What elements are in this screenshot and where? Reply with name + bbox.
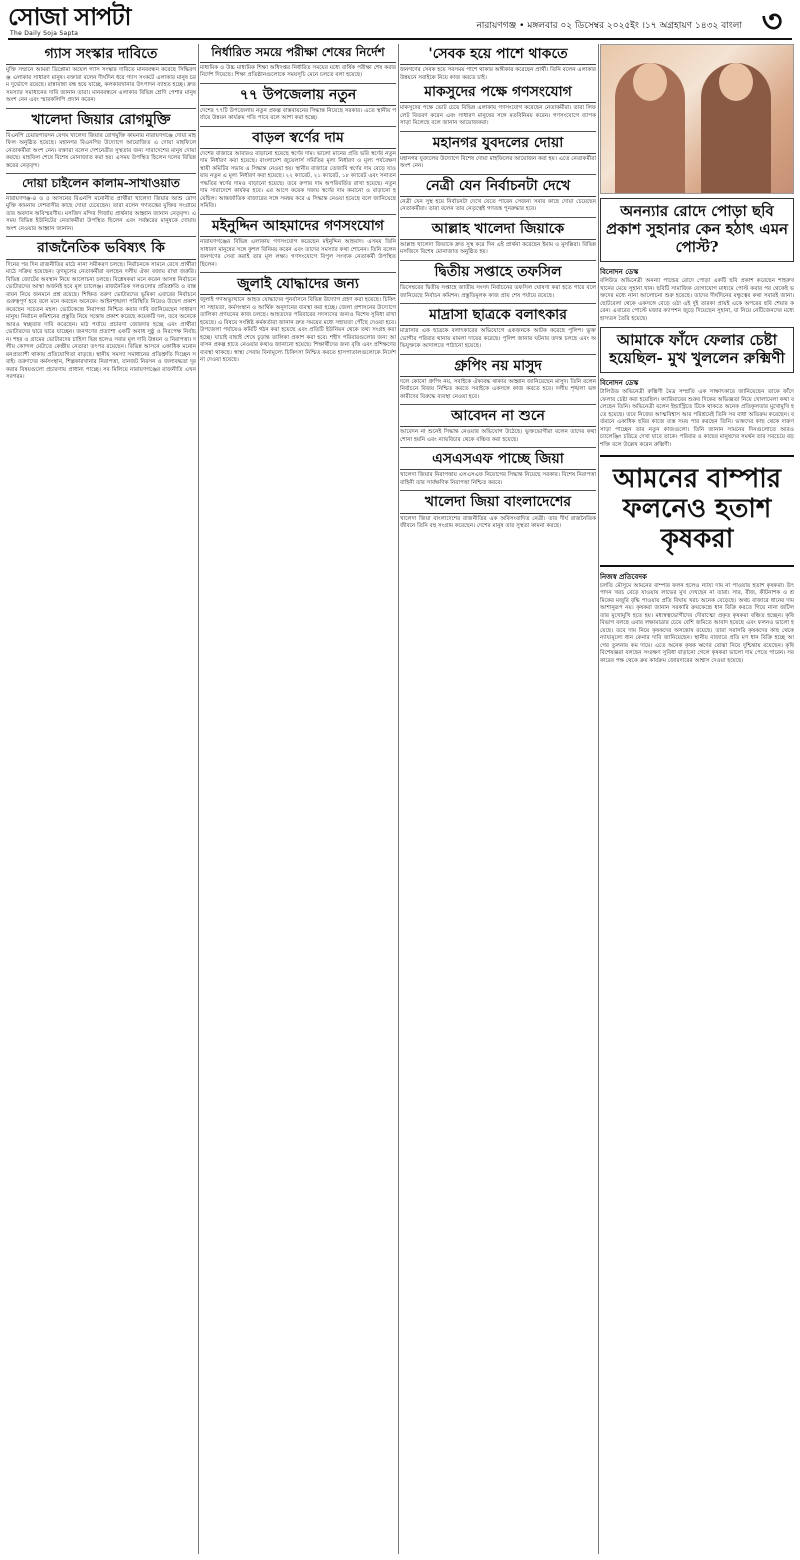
feature-headline-box (600, 327, 794, 373)
divider (6, 173, 196, 174)
article-headline: অনন্যার রোদে পোড়া ছবি প্রকাশ সুহানার কেন হঠাৎ এমন পোস্ট? (606, 202, 788, 256)
article-body: বিএনপি চেয়ারপারসন বেগম খালেদা জিয়ার রোগমুক্তি কামনায় নারায়ণগঞ্জে দোয়া মাহফিল অনুষ্ঠিত হয়েছে। মহানগর বিএনপির উদ্যোগে আয়োজিত এ দোয়া মাহফিলে নেতাকর্মীরা অংশ নেন। বক্তারা বলেন দেশনেত্রীর সুস্থতার জন্য সারাদেশের মানুষ দোয়া করছে। মাহফিল শেষে বিশেষ মোনাজাত করা হয়। এসময় উপস্থিত ছিলেন দলের বিভিন্ন স্তরের নেতৃবৃন্দ। (6, 132, 196, 169)
newspaper-logo: সোজা সাপটা (8, 2, 131, 31)
divider (400, 131, 596, 132)
divider (400, 354, 596, 355)
article-headline: আমাকে ফাঁদে ফেলার চেষ্টা হয়েছিল- মুখ খুললেন রুক্মিণী (609, 331, 785, 367)
byline: বিনোদন ডেস্ক (600, 379, 639, 387)
lead-headline-box (600, 455, 794, 567)
article-body: আবেদন না শুনেই সিদ্ধান্ত নেওয়ার অভিযোগ উঠেছে। ভুক্তভোগীরা বলেন তাদের কথা শোনা হয়নি এবং ন্যায়বিচার থেকে বঞ্চিত করা হয়েছে। (400, 429, 596, 443)
article-body: জুলাই গণঅভ্যুত্থানে আহত যোদ্ধাদের পুনর্বাসনে বিভিন্ন উদ্যোগ গ্রহণ করা হয়েছে। চিকিৎসা সহায়তা, কর্মসংস্থান ও আর্থিক অনুদানের ব্যবস্থা করা হচ্ছে। জেলা প্রশাসনের উদ্যোগে তালিকা প্রণয়নের কাজ চলছে। আহতদের পরিবারের সদস্যদের জন্যও বিশেষ সুবিধা রাখা হয়েছে। এ বিষয়ে সংশ্লিষ্ট কর্মকর্তারা জানান দ্রুত সময়ের মধ্যে সহায়তা পৌঁছে দেওয়া হবে। উপজেলা পর্যায়েও কমিটি গঠন করা হয়েছে এবং প্রতিটি ইউনিয়ন থেকে তথ্য সংগ্রহ করা হচ্ছে। যাচাই বাছাই শেষে চূড়ান্ত তালিকা প্রকাশ করা হবে। শহীদ পরিবারগুলোর জন্য আবাসন প্রকল্প হাতে নেওয়ার কথাও জানানো হয়েছে। শিক্ষার্থীদের জন্য বৃত্তি এবং প্রশিক্ষণের ব্যবস্থা থাকছে। স্বাস্থ্য সেবায় বিনামূল্যে চিকিৎসা নিশ্চিত করতে হাসপাতালগুলোকে নির্দেশনা দেওয়া হয়েছে। (200, 297, 396, 364)
article-headline: খালেদা জিয়া বাংলাদেশের (400, 494, 596, 513)
divider (400, 447, 596, 448)
article-body: নেত্রী যেন সুস্থ হয়ে নির্বাচনটা দেখে যেতে পারেন সেজন্য সবার কাছে দোয়া চেয়েছেন নেতাকর্মীরা। তারা বলেন তার নেতৃত্বেই গণতন্ত্র পুনরুদ্ধার হবে। (400, 198, 596, 213)
divider (200, 214, 396, 215)
newspaper-tagline: The Daily Soja Sapta (10, 30, 79, 37)
article-body: মাকসুদের পক্ষে ভোট চেয়ে বিভিন্ন এলাকায় গণসংযোগ করেছেন নেতাকর্মীরা। তারা লিফলেট বিতরণ করেন এবং সাধারণ মানুষের সঙ্গে মতবিনিময় করেন। গণসংযোগে ব্যাপক সাড়া মিলেছে বলে জানান আয়োজকরা। (400, 105, 596, 127)
article-body: মাদ্রাসার এক ছাত্রকে বলাৎকারের অভিযোগে একজনকে আটক করেছে পুলিশ। ভুক্তভোগীর পরিবার থানায় মামলা দায়ের করেছে। পুলিশ জানায় ঘটনার তদন্ত চলছে এবং অভিযুক্তকে আদালতে পাঠানো হয়েছে। (400, 328, 596, 350)
article-body: আল্লাহ খালেদা জিয়াকে দ্রুত সুস্থ করে দিন এই প্রার্থনা করেছেন ইমাম ও মুসল্লিরা। বিভিন্ন মসজিদে বিশেষ মোনাজাত অনুষ্ঠিত হয়। (400, 241, 596, 256)
article-body: মাধ্যমিক ও উচ্চ মাধ্যমিক শিক্ষা অধিদপ্তর নির্ধারিত সময়ের মধ্যে বার্ষিক পরীক্ষা শেষ করার নির্দেশ দিয়েছে। শিক্ষা প্রতিষ্ঠানগুলোকে সময়সূচি মেনে চলতে বলা হয়েছে। (200, 64, 396, 79)
article-headline: এসএসএফ পাচ্ছে জিয়া (400, 451, 596, 470)
divider (400, 260, 596, 261)
byline: নিজস্ব প্রতিবেদক (600, 572, 647, 581)
column-2 (200, 44, 396, 1554)
column-rule (398, 44, 399, 1554)
column-3 (400, 44, 596, 1554)
article-headline: মহানগর যুবদলের দোয়া (400, 135, 596, 154)
divider (400, 174, 596, 175)
divider (400, 404, 596, 405)
article-body: টালিউড অভিনেত্রী রুক্মিণী মৈত্র সম্প্রতি এক সাক্ষাৎকারে জানিয়েছেন তাকে ফাঁদে ফেলার চেষ্টা করা হয়েছিল। ক্যারিয়ারের শুরুর দিকের অভিজ্ঞতা নিয়ে খোলামেলা কথা বলেছেন তিনি। অভিনেত্রী বলেন ইন্ডাস্ট্রিতে টিকে থাকতে অনেক প্রতিকূলতার মুখোমুখি হতে হয়েছে। তবে নিজের আত্মবিশ্বাস আর পরিশ্রমেই তিনি সব বাধা অতিক্রম করেছেন। বর্তমানে একাধিক ছবির কাজে ব্যস্ত সময় পার করছেন তিনি। ভক্তদের কাছ থেকে দারুণ সাড়া পাচ্ছেন তার নতুন কাজগুলো। তিনি জানান সামনের দিনগুলোতে আরও চ্যালেঞ্জিং চরিত্রে দেখা যাবে তাকে। পরিবার ও কাছের মানুষদের সমর্থন তার সবচেয়ে বড় শক্তি বলে উল্লেখ করেন রুক্মিণী। (600, 389, 794, 448)
article-body: চলতি মৌসুমে আমনের বাম্পার ফলন হলেও ন্যায্য দাম না পাওয়ায় হতাশ কৃষকরা। উৎপাদন খরচ বেড়ে যাওয়ায় লাভের মুখ দেখছেন না তারা। সার, বীজ, কীটনাশক ও শ্রমিকের মজুরি বৃদ্ধি পাওয়ায় প্রতি বিঘায় খরচ অনেক বেড়েছে। অথচ বাজারে ধানের দাম আশানুরূপ নয়। কৃষকরা জানান সরকারি ক্রয়কেন্দ্রে ধান বিক্রি করতে গিয়ে নানা জটিলতার মুখোমুখি হতে হয়। মধ্যস্বত্বভোগীদের দৌরাত্ম্যে প্রকৃত কৃষকরা বঞ্চিত হচ্ছেন। কৃষি বিভাগ বলছে এবার লক্ষ্যমাত্রার চেয়ে বেশি জমিতে আবাদ হয়েছে এবং ফলনও ভালো হয়েছে। তবে দাম নিয়ে কৃষকদের অসন্তোষ রয়েছে। তারা সরাসরি কৃষকদের কাছ থেকে ন্যায্যমূল্যে ধান কেনার দাবি জানিয়েছেন। স্থানীয় বাজারে প্রতি মণ ধান বিক্রি হচ্ছে আগের তুলনায় কম দামে। এতে অনেক কৃষক ঋণের বোঝা নিয়ে দুশ্চিন্তায় রয়েছেন। কৃষি বিশেষজ্ঞরা বলছেন সংরক্ষণ সুবিধা বাড়ানো গেলে কৃষকরা ভালো দাম পেতে পারেন। সরকারের পক্ষ থেকে ক্রয় কার্যক্রম জোরদারের আশ্বাস দেওয়া হয়েছে। (600, 582, 794, 664)
article-body: দলে কোনো গ্রুপিং নয়, সবাইকে ঐক্যবদ্ধ থাকার আহ্বান জানিয়েছেন মাসুদ। তিনি বলেন নির্বাচনে বিজয় নিশ্চিত করতে সবাইকে একসঙ্গে কাজ করতে হবে। দলীয় শৃঙ্খলা ভঙ্গকারীদের বিরুদ্ধে ব্যবস্থা নেওয়া হবে। (400, 378, 596, 400)
feature-headline-box (600, 198, 794, 262)
article-headline: আবেদন না শুনে (400, 408, 596, 427)
divider (200, 83, 396, 84)
article-headline: দ্বিতীয় সপ্তাহে তফসিল (400, 264, 596, 283)
divider (6, 108, 196, 109)
article-body: মুক্তি সম্মানে আমরা ডিপ্লোমা অয়েল গ্যাস সংস্কার দাবিতে মানববন্ধন করেছে সিদ্ধিরগঞ্জ এলাকার সাধারণ মানুষ। বক্তারা বলেন দীর্ঘদিন ধরে গ্যাস সংকটে এলাকার মানুষ চরম দুর্ভোগে রয়েছে। রান্নাবান্না বন্ধ হয়ে যাচ্ছে, কলকারখানার উৎপাদন ব্যাহত হচ্ছে। দ্রুত সমস্যার সমাধানের দাবি জানান তারা। মানববন্ধনে এলাকার বিভিন্ন শ্রেণি পেশার মানুষ অংশ নেন এবং স্মারকলিপি প্রদান করেন। (6, 67, 196, 104)
article-body: জনগণের সেবক হয়ে সবসময় পাশে থাকার অঙ্গীকার করেছেন প্রার্থী। তিনি বলেন এলাকার উন্নয়নে সবাইকে নিয়ে কাজ করতে চাই। (400, 67, 596, 81)
article-body: দেশের বাজারে আবারও বাড়ানো হয়েছে স্বর্ণের দাম। ভালো মানের প্রতি ভরি স্বর্ণের নতুন দাম নির্ধারণ করা হয়েছে। বাংলাদেশ জুয়েলার্স সমিতির মূল্য নির্ধারণ ও মূল্য পর্যবেক্ষণ স্থায়ী কমিটির সভায় এ সিদ্ধান্ত নেওয়া হয়। স্থানীয় বাজারে তেজাবি স্বর্ণের দাম বেড়ে যাওয়ায় নতুন এ মূল্য নির্ধারণ করা হয়েছে। ২২ ক্যারেট, ২১ ক্যারেট, ১৮ ক্যারেট এবং সনাতন পদ্ধতির স্বর্ণের দামও বাড়ানো হয়েছে। তবে রুপার দাম অপরিবর্তিত রাখা হয়েছে। নতুন দাম সারাদেশে কার্যকর হবে। এর আগে কয়েক দফায় স্বর্ণের দাম কমানো ও বাড়ানো হয়েছিল। আন্তর্জাতিক বাজারের সঙ্গে সমন্বয় করে এ সিদ্ধান্ত নেওয়া হয়েছে বলে জানিয়েছে সমিতি। (200, 150, 396, 210)
article-body: বলিউড অভিনেত্রী অনন্যা পান্ডের রোদে পোড়া একটি ছবি প্রকাশ করেছেন শাহরুখ খানের মেয়ে সুহানা খান। ছবিটি সামাজিক যোগাযোগ মাধ্যমে পোস্ট করার পর থেকেই ভক্তদের মধ্যে নানা আলোচনা শুরু হয়েছে। তাদের দীর্ঘদিনের বন্ধুত্বের কথা সবারই জানা। ছোটবেলা থেকে একসঙ্গে বেড়ে ওঠা এই দুই তারকা প্রায়ই একে অপরের ছবি শেয়ার করেন। এবারের পোস্টে মজার ক্যাপশন জুড়ে দিয়েছেন সুহানা, যা নিয়ে নেটিজেনদের মধ্যে হাস্যরস তৈরি হয়েছে। (600, 278, 794, 322)
column-rule (198, 44, 199, 1554)
article-body: নারায়ণগঞ্জের বিভিন্ন এলাকায় গণসংযোগ করেছেন মইনুদ্দিন আহমাদ। এসময় তিনি সাধারণ মানুষের সঙ্গে কুশল বিনিময় করেন এবং তাদের সমস্যার কথা শোনেন। তিনি বলেন জনগণের সেবা করাই তার মূল লক্ষ্য। গণসংযোগে বিপুল সংখ্যক নেতাকর্মী উপস্থিত ছিলেন। (200, 239, 396, 268)
article-body: দিনের পর দিন রাজনীতির মাঠে নানা সমীকরণ চলছে। নির্বাচনকে সামনে রেখে প্রার্থীরা মাঠে সক্রিয় হয়েছেন। তৃণমূলের নেতাকর্মীরা বলছেন দলীয় ঐক্য বজায় রাখা জরুরি। বিভিন্ন জোটের অবস্থান নিয়ে আলোচনা চলছে। বিশ্লেষকরা মনে করেন আসন্ন নির্বাচনে ভোটারদের আস্থা অর্জনই হবে মূল চ্যালেঞ্জ। রাজনৈতিক দলগুলোর প্রতিশ্রুতি ও বাস্তবায়ন নিয়ে জনমনে প্রশ্ন রয়েছে। শিক্ষিত তরুণ ভোটারদের ভূমিকা এবারের নির্বাচনে গুরুত্বপূর্ণ হবে বলে মনে করছেন অনেকে। আইনশৃঙ্খলা পরিস্থিতি নিয়েও উদ্বেগ প্রকাশ করেছেন সচেতন মহল। ভোটকেন্দ্রে নিরাপত্তা নিশ্চিত করার দাবি জানিয়েছেন সাধারণ মানুষ। নির্বাচন কমিশনের প্রস্তুতি নিয়ে সন্তোষ প্রকাশ করেছে কয়েকটি দল, তবে অনেকে আরও স্বচ্ছতার দাবি করেছেন। মাঠ পর্যায়ে প্রচারণা জোরদার হচ্ছে এবং প্রার্থীরা ভোটারদের দ্বারে দ্বারে যাচ্ছেন। জনগণের প্রত্যাশা একটি অবাধ সুষ্ঠু ও নিরপেক্ষ নির্বাচন। শহর ও গ্রামের ভোটারদের চাহিদা ভিন্ন হলেও সবার মূল দাবি উন্নয়ন ও নিরাপত্তা। দলীয় কোন্দল মেটাতে কেন্দ্রীয় নেতারা তৎপর রয়েছেন। বিভিন্ন আসনে একাধিক মনোনয়নপ্রত্যাশী থাকায় প্রতিযোগিতা বাড়ছে। স্থানীয় সমস্যা সমাধানের প্রতিশ্রুতি দিচ্ছেন সবাই। তরুণদের কর্মসংস্থান, শিল্পকারখানার নিরাপত্তা, যানজট নিরসন ও জলাবদ্ধতা দূর করার বিষয়গুলো প্রচারণায় প্রাধান্য পাচ্ছে। সব মিলিয়ে নারায়ণগঞ্জের রাজনীতি এখন সরগরম। (6, 261, 196, 381)
divider (400, 490, 596, 491)
article-headline: দোয়া চাইলেন কালাম-সাখাওয়াত (6, 177, 196, 194)
article-headline: রাজনৈতিক ভবিষ্যৎ কি (6, 240, 196, 259)
article-headline: নেত্রী যেন নির্বাচনটা দেখে (400, 178, 596, 197)
article-headline: মাদ্রাসা ছাত্রকে বলাৎকার (400, 307, 596, 326)
divider (400, 303, 596, 304)
article-headline: ৭৭ উপজেলায় নতুন (200, 87, 396, 106)
column-4 (600, 44, 794, 1554)
person-head-icon (633, 63, 667, 101)
celebrity-photo (600, 44, 794, 194)
article-body: ডিসেম্বরের দ্বিতীয় সপ্তাহে জাতীয় সংসদ নির্বাচনের তফসিল ঘোষণা করা হতে পারে বলে জানিয়েছে নির্বাচন কমিশন। প্রস্তুতিমূলক কাজ প্রায় শেষ পর্যায়ে রয়েছে। (400, 285, 596, 299)
article-body: নারায়ণগঞ্জ-৪ ও ৫ আসনের বিএনপি মনোনীত প্রার্থীরা খালেদা জিয়ার আশু রোগমুক্তি কামনায় দেশবাসীর কাছে দোয়া চেয়েছেন। তারা বলেন গণতন্ত্রের মুক্তির সংগ্রামে তার অবদান অবিস্মরণীয়। মসজিদ মন্দির গির্জায় প্রার্থনার আহ্বান জানান নেতৃবৃন্দ। এসময় বিভিন্ন ইউনিটের নেতাকর্মীরা উপস্থিত ছিলেন এবং সর্বস্তরের মানুষকে দোয়ায় অংশ নেওয়ার আহ্বান জানান। (6, 195, 196, 232)
column-1 (6, 44, 196, 1554)
person-head-icon (719, 63, 753, 101)
masthead (8, 4, 792, 40)
article-headline: মাকসুদের পক্ষে গণসংযোগ (400, 84, 596, 103)
divider (6, 236, 196, 237)
article-headline: বাড়ল স্বর্ণের দাম (200, 130, 396, 149)
page-number: ৩ (761, 2, 783, 40)
article-body: মহানগর যুবদলের উদ্যোগে বিশেষ দোয়া মাহফিলের আয়োজন করা হয়। এতে নেতাকর্মীরা অংশ নেন। (400, 155, 596, 170)
article-headline: জুলাই যোদ্ধাদের জন্য (200, 276, 396, 295)
divider (200, 272, 396, 273)
article-body: খালেদা জিয়া বাংলাদেশের রাজনীতির এক অবিসংবাদিত নেত্রী। তার দীর্ঘ রাজনৈতিক জীবনে তিনি বহু সংগ্রাম করেছেন। দেশের মানুষ তার সুস্থতা কামনা করছে। (400, 515, 596, 530)
article-headline: গ্রুপিং নয় মাসুদ (400, 358, 596, 377)
article-headline: আল্লাহ খালেদা জিয়াকে (400, 221, 596, 240)
article-headline: খালেদা জিয়ার রোগমুক্তি (6, 112, 196, 131)
article-body: খালেদা জিয়ার নিরাপত্তায় এসএসএফ নিয়োগের সিদ্ধান্ত নিয়েছে সরকার। বিশেষ নিরাপত্তা বাহিনী তার সার্বক্ষণিক নিরাপত্তা নিশ্চিত করবে। (400, 472, 596, 486)
byline: বিনোদন ডেস্ক (600, 268, 639, 276)
article-body: দেশের ৭৭টি উপজেলায় নতুন প্রকল্প বাস্তবায়নের সিদ্ধান্ত নিয়েছে সরকার। এতে স্থানীয় পর্যায়ে উন্নয়ন কার্যক্রম গতি পাবে বলে আশা করা হচ্ছে। (200, 107, 396, 122)
column-rule (598, 44, 599, 1554)
divider (200, 126, 396, 127)
article-headline: আমনের বাম্পার ফলনেও হতাশ কৃষকরা (612, 464, 782, 554)
article-headline: 'সেবক হয়ে পাশে থাকতে (400, 46, 596, 65)
article-headline: নির্ধারিত সময়ে পরীক্ষা শেষের নির্দেশ (200, 46, 396, 63)
dateline: নারায়ণগঞ্জ • মঙ্গলবার ০২ ডিসেম্বর ২০২৫ইং ।১৭ অগ্রহায়ণ ১৪৩২ বাংলা (476, 21, 742, 31)
article-headline: মইনুদ্দিন আহমাদের গণসংযোগ (200, 218, 396, 237)
divider (400, 217, 596, 218)
article-headline: গ্যাস সংস্কার দাবিতে (6, 46, 196, 65)
